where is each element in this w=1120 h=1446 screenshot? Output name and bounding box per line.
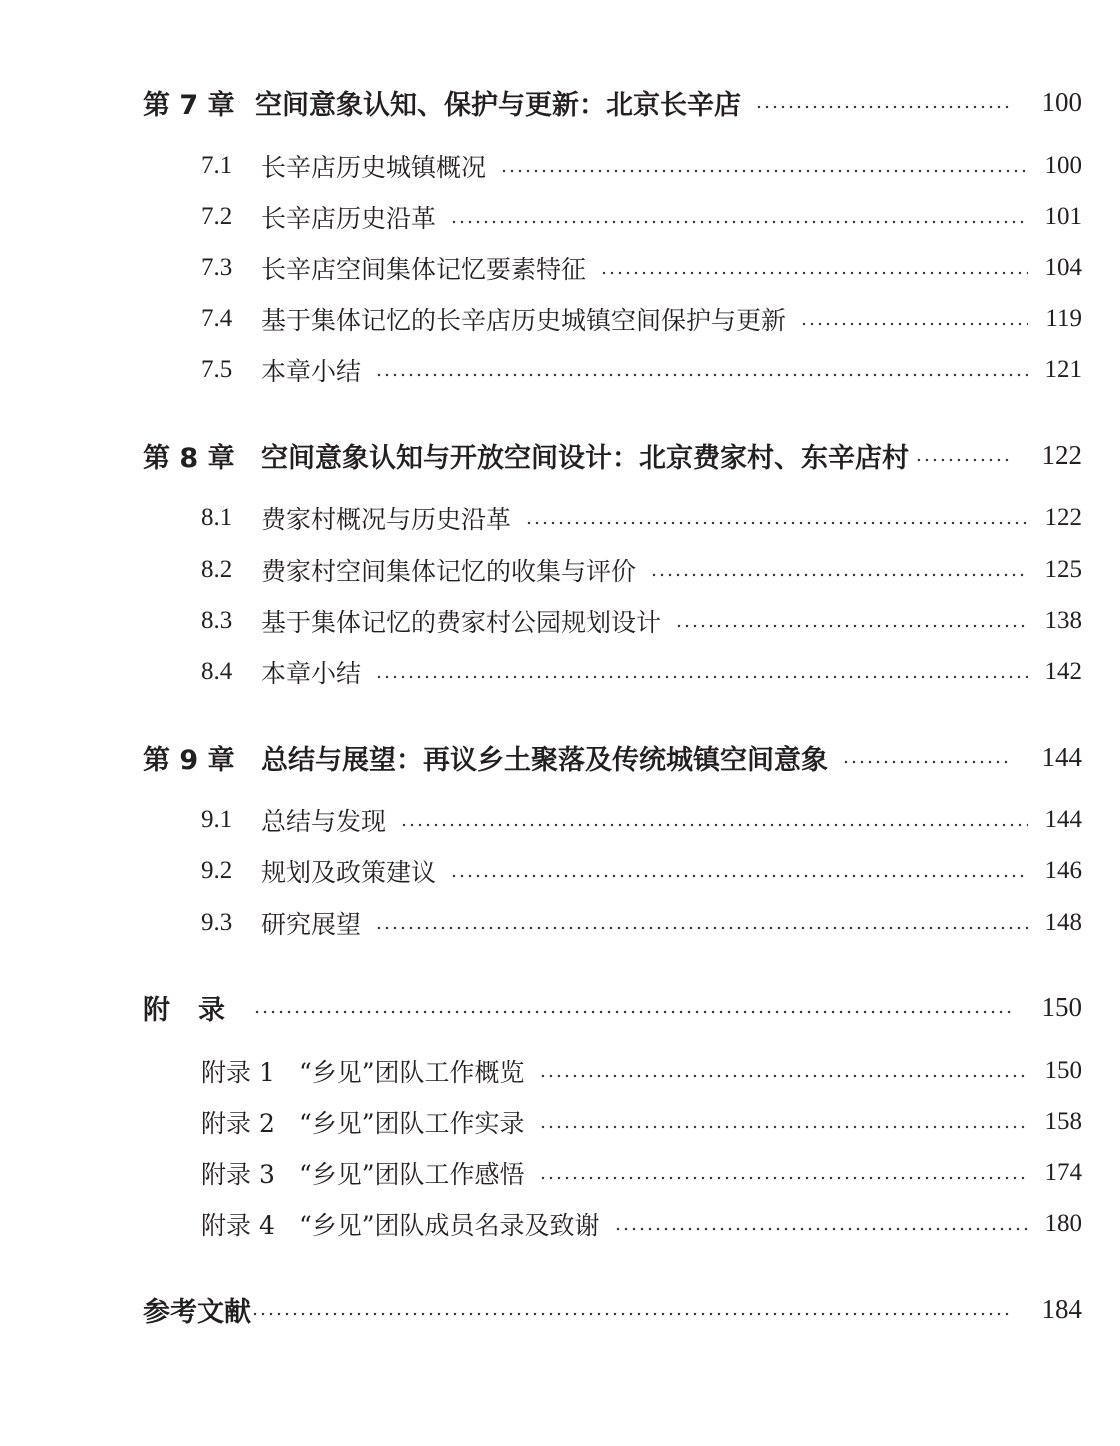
dot-leader <box>375 924 1028 932</box>
section-number: 8.4 <box>201 658 233 685</box>
chapter-number: 第 8 章 <box>143 442 235 474</box>
section-number: 9.1 <box>201 806 233 833</box>
page-number: 121 <box>1044 356 1082 383</box>
toc-section[interactable] <box>201 246 1082 290</box>
toc-section[interactable] <box>201 1202 1082 1246</box>
section-title: 费家村空间集体记忆的收集与评价 <box>261 557 637 586</box>
section-title: 长辛店历史城镇概况 <box>261 153 487 182</box>
section-title: 研究展望 <box>261 910 362 939</box>
toc-section[interactable] <box>201 901 1082 945</box>
section-number: 9.3 <box>201 909 233 936</box>
toc-section[interactable] <box>201 348 1082 392</box>
section-number: 7.2 <box>201 203 233 230</box>
page-number: 150 <box>1044 1057 1082 1084</box>
dot-leader <box>251 1310 1012 1318</box>
chapter-title: 参考文献 <box>143 1296 251 1328</box>
toc-chapter-8[interactable] <box>143 433 1082 477</box>
toc-references[interactable] <box>143 1287 1082 1331</box>
toc-section[interactable] <box>201 1100 1082 1144</box>
dot-leader <box>539 1072 1028 1080</box>
section-title: 长辛店空间集体记忆要素特征 <box>261 255 587 284</box>
section-number: 8.3 <box>201 607 233 634</box>
page-number: 142 <box>1044 658 1082 685</box>
dot-leader <box>650 571 1028 579</box>
section-title: “乡见”团队工作实录 <box>299 1109 525 1138</box>
page-number: 100 <box>1044 152 1082 179</box>
dot-leader <box>539 1123 1028 1131</box>
section-number: 8.1 <box>201 504 233 531</box>
page-number: 174 <box>1044 1159 1082 1186</box>
page-number: 148 <box>1044 909 1082 936</box>
toc-section[interactable] <box>201 297 1082 341</box>
page-number: 101 <box>1044 203 1082 230</box>
section-number: 8.2 <box>201 556 233 583</box>
page-number: 138 <box>1044 607 1082 634</box>
page-number: 125 <box>1044 556 1082 583</box>
chapter-number: 第 7 章 <box>143 89 235 121</box>
chapter-title: 空间意象认知、保护与更新：北京长辛店 <box>255 89 741 121</box>
section-title: 本章小结 <box>261 357 362 386</box>
toc-appendix[interactable] <box>143 985 1082 1029</box>
chapter-number: 第 9 章 <box>143 744 235 776</box>
section-number: 7.3 <box>201 254 233 281</box>
toc-section[interactable] <box>201 496 1082 540</box>
toc-section[interactable] <box>201 599 1082 643</box>
dot-leader <box>500 167 1028 175</box>
page-number: 122 <box>1044 504 1082 531</box>
dot-leader <box>614 1225 1028 1233</box>
chapter-number: 附录 <box>143 994 253 1026</box>
toc-section[interactable] <box>201 798 1082 842</box>
section-number: 7.1 <box>201 152 233 179</box>
page-number: 184 <box>1041 1293 1082 1324</box>
toc-section[interactable] <box>201 650 1082 694</box>
section-number: 7.5 <box>201 356 233 383</box>
page-number: 150 <box>1041 991 1082 1022</box>
section-title: 基于集体记忆的长辛店历史城镇空间保护与更新 <box>261 306 787 335</box>
section-number: 附录 1 <box>201 1058 275 1087</box>
section-title: “乡见”团队工作感悟 <box>299 1160 525 1189</box>
section-title: 本章小结 <box>261 659 362 688</box>
dot-leader <box>600 269 1028 277</box>
toc-section[interactable] <box>201 195 1082 239</box>
section-number: 7.4 <box>201 305 233 332</box>
dot-leader <box>755 103 1012 111</box>
dot-leader <box>539 1174 1028 1182</box>
page-number: 144 <box>1041 741 1082 772</box>
dot-leader <box>450 218 1028 226</box>
toc-section[interactable] <box>201 1049 1082 1093</box>
section-number: 附录 3 <box>201 1160 275 1189</box>
section-number: 9.2 <box>201 857 233 884</box>
page-number: 119 <box>1045 305 1082 332</box>
section-title: “乡见”团队工作概览 <box>299 1058 525 1087</box>
dot-leader <box>253 1008 1012 1016</box>
toc-chapter-7[interactable] <box>143 80 1082 124</box>
chapter-title: 空间意象认知与开放空间设计：北京费家村、东辛店村 <box>261 442 909 474</box>
dot-leader <box>375 673 1028 681</box>
dot-leader <box>915 456 1012 464</box>
dot-leader <box>842 758 1012 766</box>
toc-section[interactable] <box>201 849 1082 893</box>
page-number: 104 <box>1044 254 1082 281</box>
toc-section[interactable] <box>201 1151 1082 1195</box>
page-number: 122 <box>1041 439 1082 470</box>
section-number: 附录 4 <box>201 1211 275 1240</box>
page-number: 100 <box>1041 86 1082 117</box>
chapter-title: 总结与展望：再议乡土聚落及传统城镇空间意象 <box>261 744 828 776</box>
dot-leader <box>450 872 1028 880</box>
toc-section[interactable] <box>201 144 1082 188</box>
page-number: 144 <box>1044 806 1082 833</box>
page-number: 146 <box>1044 857 1082 884</box>
dot-leader <box>375 371 1028 379</box>
section-title: 总结与发现 <box>261 807 387 836</box>
dot-leader <box>675 622 1028 630</box>
dot-leader <box>800 320 1028 328</box>
page-number: 180 <box>1044 1210 1082 1237</box>
dot-leader <box>525 519 1028 527</box>
section-title: 长辛店历史沿革 <box>261 204 437 233</box>
section-title: 费家村概况与历史沿革 <box>261 505 512 534</box>
toc-section[interactable] <box>201 548 1082 592</box>
section-title: 规划及政策建议 <box>261 858 437 887</box>
page-number: 158 <box>1044 1108 1082 1135</box>
section-number: 附录 2 <box>201 1109 275 1138</box>
toc-chapter-9[interactable] <box>143 735 1082 779</box>
dot-leader <box>400 821 1028 829</box>
section-title: “乡见”团队成员名录及致谢 <box>299 1211 600 1240</box>
section-title: 基于集体记忆的费家村公园规划设计 <box>261 608 662 637</box>
